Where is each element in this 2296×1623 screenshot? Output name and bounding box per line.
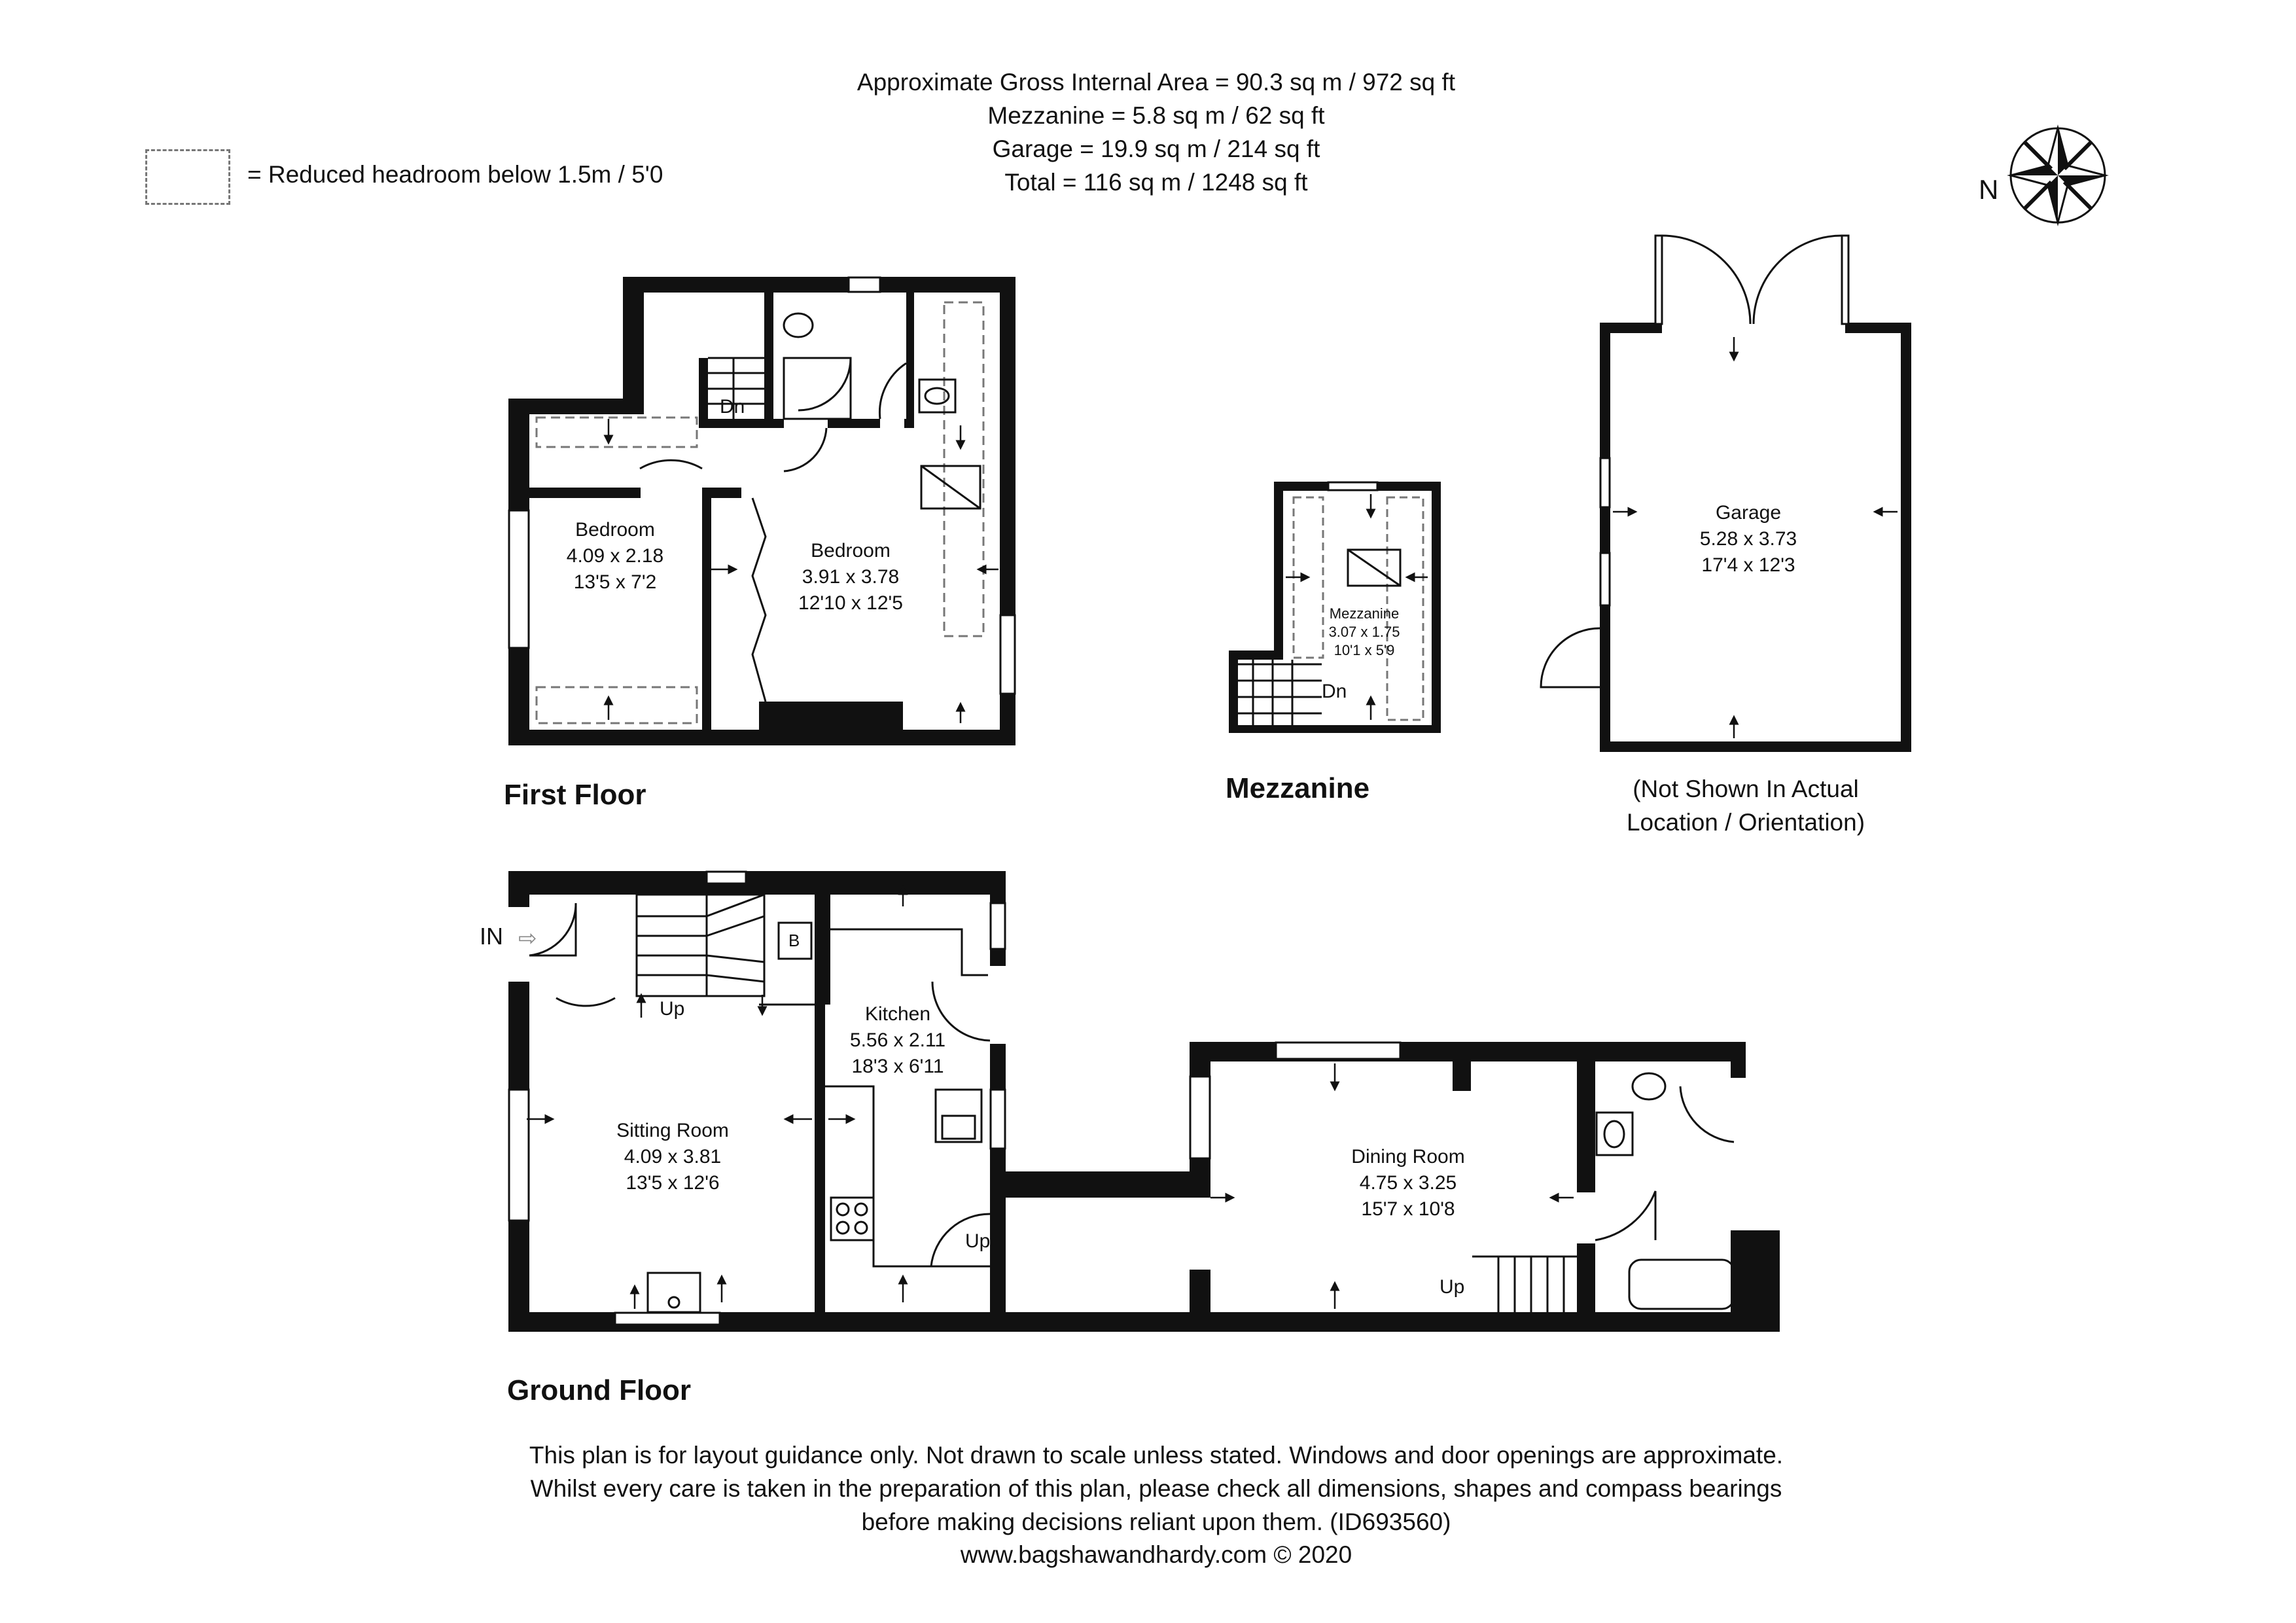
room-name: Sitting Room xyxy=(616,1120,729,1141)
room-imperial: 15'7 x 10'8 xyxy=(1361,1198,1455,1220)
first-floor-title: First Floor xyxy=(504,779,646,811)
room-imperial: 18'3 x 6'11 xyxy=(851,1056,944,1077)
mezzanine-stairs-down-label: Dn xyxy=(1322,681,1347,702)
room-name: Kitchen xyxy=(864,1003,931,1025)
entrance-arrow-icon: ⇨ xyxy=(518,926,537,951)
first-floor-plan xyxy=(508,277,1016,745)
room-name: Dining Room xyxy=(1351,1146,1465,1168)
room-metric: 4.09 x 2.18 xyxy=(566,545,664,567)
room-imperial: 10'1 x 5'9 xyxy=(1333,642,1395,658)
room-metric: 5.28 x 3.73 xyxy=(1699,528,1797,550)
ground-floor-title: Ground Floor xyxy=(507,1374,692,1406)
garage-note xyxy=(1627,772,1865,839)
area-line-mezzanine: Mezzanine = 5.8 sq m / 62 sq ft xyxy=(987,102,1325,129)
area-line-garage: Garage = 19.9 sq m / 214 sq ft xyxy=(992,135,1320,162)
area-line-total: Total = 116 sq m / 1248 sq ft xyxy=(1004,169,1308,196)
stairs-up-label: Up xyxy=(660,998,685,1020)
room-dining-room xyxy=(1351,1144,1464,1222)
room-sitting-room xyxy=(616,1118,729,1196)
room-metric: 3.07 x 1.75 xyxy=(1328,624,1400,640)
stairs-down-label: Dn xyxy=(720,396,745,418)
room-metric: 5.56 x 2.11 xyxy=(849,1029,946,1051)
room-imperial: 12'10 x 12'5 xyxy=(798,592,903,614)
room-bedroom-small xyxy=(567,517,663,596)
room-imperial: 13'5 x 12'6 xyxy=(626,1172,720,1194)
room-name: Garage xyxy=(1715,502,1782,524)
room-name: Mezzanine xyxy=(1329,605,1400,622)
disclaimer-line: Whilst every care is taken in the preparation of this plan, please check all dimensions, shapes and compass bearings xyxy=(530,1475,1782,1502)
boiler-label: B xyxy=(788,931,800,950)
entrance-in-label: IN xyxy=(480,923,503,950)
compass-north-label: N xyxy=(1979,174,1999,205)
room-metric: 3.91 x 3.78 xyxy=(802,566,900,588)
room-name: Bedroom xyxy=(575,519,655,541)
area-line-gross: Approximate Gross Internal Area = 90.3 sq m / 972 sq ft xyxy=(857,69,1456,96)
room-imperial: 13'5 x 7'2 xyxy=(573,571,657,593)
garage-note-line: Location / Orientation) xyxy=(1626,809,1865,836)
room-imperial: 17'4 x 12'3 xyxy=(1701,554,1795,576)
kitchen-stairs-up-label: Up xyxy=(965,1230,991,1252)
room-name: Bedroom xyxy=(811,540,891,562)
disclaimer xyxy=(529,1438,1783,1539)
room-mezzanine xyxy=(1329,605,1400,660)
room-garage xyxy=(1700,500,1797,579)
mezzanine-title: Mezzanine xyxy=(1226,772,1370,804)
dining-stairs-up-label: Up xyxy=(1439,1276,1465,1298)
disclaimer-line: before making decisions reliant upon them. (ID693560) xyxy=(861,1508,1451,1535)
disclaimer-line: This plan is for layout guidance only. Not drawn to scale unless stated. Windows and door openings are approximate. xyxy=(529,1442,1784,1469)
room-metric: 4.09 x 3.81 xyxy=(624,1146,722,1168)
website-link[interactable]: www.bagshawandhardy.com © 2020 xyxy=(960,1541,1352,1568)
legend-text: = Reduced headroom below 1.5m / 5'0 xyxy=(247,161,663,188)
compass-rose xyxy=(2011,128,2105,223)
room-metric: 4.75 x 3.25 xyxy=(1359,1172,1457,1194)
garage-note-line: (Not Shown In Actual xyxy=(1633,776,1859,802)
room-bedroom-large xyxy=(798,538,903,616)
room-kitchen xyxy=(850,1001,945,1080)
